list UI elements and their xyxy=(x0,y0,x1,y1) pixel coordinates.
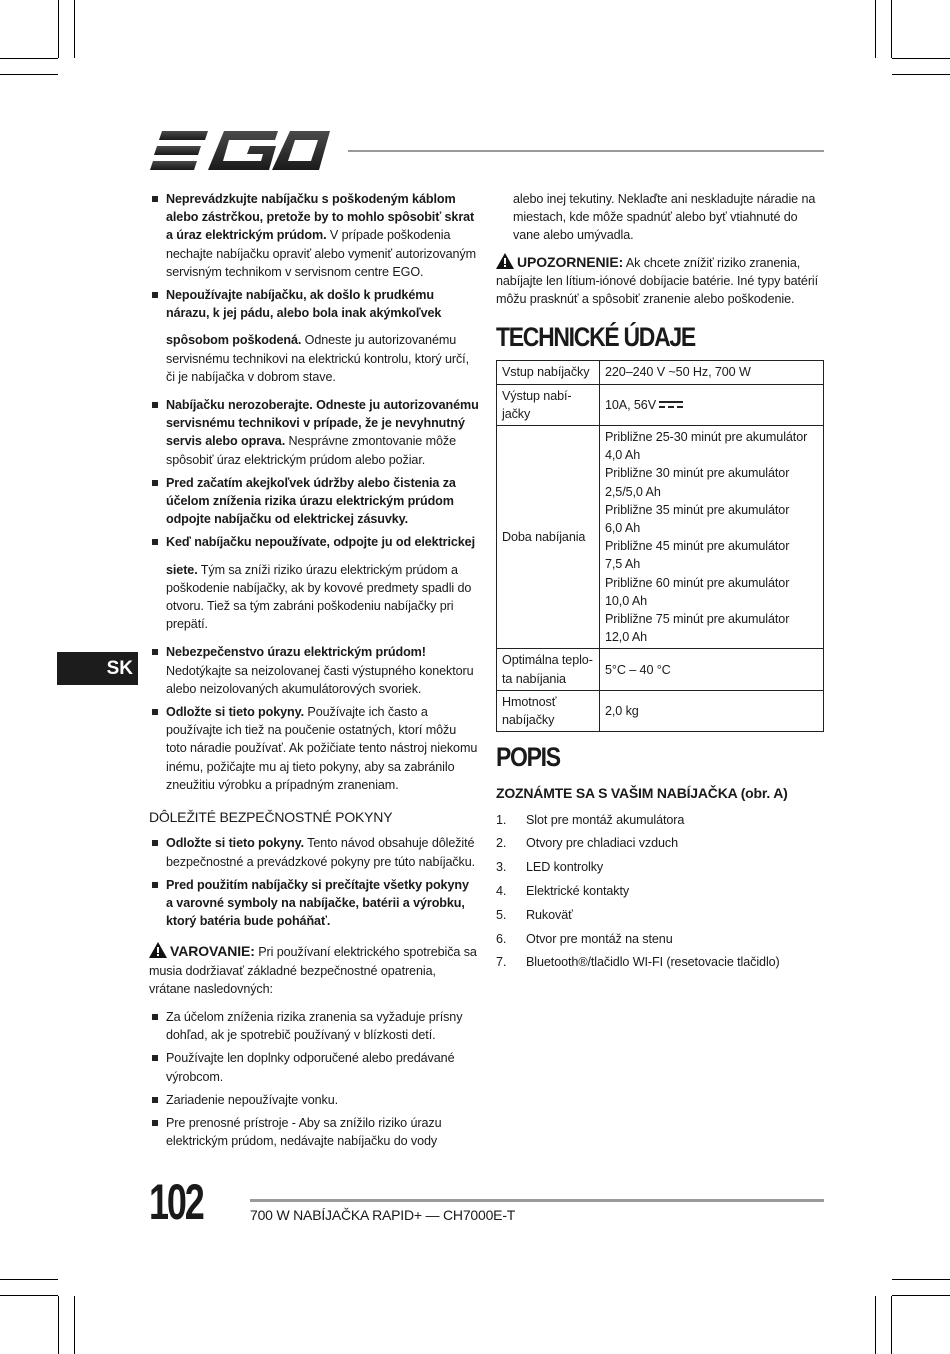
know-your-charger-heading: ZOZNÁMTE SA S VAŠIM NABÍJAČKA (obr. A) xyxy=(496,785,788,802)
warning-triangle-icon xyxy=(496,253,514,269)
description-heading: POPIS xyxy=(496,742,560,773)
important-heading: DÔLEŽITÉ BEZPEČNOSTNÉ POKYNY xyxy=(149,809,393,826)
footer-rule xyxy=(250,1199,824,1202)
important-bullet: Pred použitím nabíjačky si prečítajte všetky pokyny a varovné symboly na nabíjačke, batérii a výrobku, ktorý batéria bude poháňať. xyxy=(149,876,479,931)
crop-mark xyxy=(58,1296,59,1354)
warning-bullet: Pre prenosné prístroje - Aby sa znížilo riziko úrazu elektrickým prúdom, nedávajte nabíjačku do vody xyxy=(149,1114,479,1150)
warning-bullet: Zariadenie nepoužívajte vonku. xyxy=(149,1091,479,1109)
list-item: 5. Rukoväť xyxy=(496,907,573,922)
table-row xyxy=(497,384,824,425)
language-tab: SK xyxy=(57,652,138,685)
crop-mark xyxy=(892,1279,950,1280)
spec-label: Hmotnosť nabíjačky xyxy=(497,690,600,731)
svg-text:EGO: EGO xyxy=(150,129,153,130)
left-column xyxy=(149,190,479,1155)
crop-mark xyxy=(891,1296,892,1354)
spec-value: 5°C – 40 °C xyxy=(600,649,824,690)
crop-mark xyxy=(892,58,950,59)
list-item: 6. Otvor pre montáž na stenu xyxy=(496,931,673,946)
safety-bullet: Nepoužívajte nabíjačku, ak došlo k prudkému nárazu, k jej pádu, alebo bola inak akýmkoľvek xyxy=(149,286,479,322)
bullet-continuation: siete. Tým sa zníži riziko úrazu elektrickým prúdom a poškodenie nabíjačky, ak by kovové predmety spadli do otvoru. Tiež sa tým zabráni poškodeniu nabíjačky pri prepätí. xyxy=(166,562,472,632)
spec-value: 2,0 kg xyxy=(600,690,824,731)
header-rule xyxy=(348,150,824,152)
crop-mark xyxy=(0,1295,58,1296)
table-row xyxy=(497,426,824,649)
warning-bullet: Za účelom zníženia rizika zranenia sa vyžaduje prísny dohľad, ak je spotrebič používaný v blízkosti detí. xyxy=(149,1008,479,1044)
warning-triangle-icon xyxy=(149,942,167,958)
page-number: 102 xyxy=(149,1174,203,1230)
spec-label: Optimálna teplo-ta nabíjania xyxy=(497,649,600,690)
bullet-continuation: alebo inej tekutiny. Neklaďte ani neskladujte náradie na miestach, kde môže spadnúť alebo byť vtiahnuté do vane alebo umývadla. xyxy=(513,192,816,243)
crop-mark xyxy=(0,74,58,75)
footer-title: 700 W NABÍJAČKA RAPID+ — CH7000E-T xyxy=(250,1207,516,1223)
spec-label: Výstup nabí-jačky xyxy=(497,384,600,425)
spec-label: Vstup nabíjačky xyxy=(497,361,600,384)
important-bullet: Odložte si tieto pokyny. Tento návod obsahuje dôležité bezpečnostné a prevádzkové pokyny pre túto nabíjačku. xyxy=(149,834,479,870)
right-column xyxy=(496,190,826,977)
safety-bullet: Odložte si tieto pokyny. Používajte ich často a používajte ich tiež na poučenie ostatných, ktorí môžu toto náradie používať. Ak požičiate tento nástroj niekomu inému, požičajte mu aj tieto pokyny, aby sa zabránilo zneužitiu výrobku a prípadným zraneniam. xyxy=(149,703,479,794)
list-item: 7. Bluetooth®/tlačidlo WI-FI (resetovacie tlačidlo) xyxy=(496,955,780,970)
tech-data-heading: TECHNICKÉ ÚDAJE xyxy=(496,322,695,353)
crop-mark xyxy=(875,1296,876,1354)
warning-paragraph: VAROVANIE: Pri používaní elektrického spotrebiča sa musia dodržiavať základné bezpečnostné opatrenia, vrátane nasledovných: xyxy=(149,943,477,996)
crop-mark xyxy=(58,0,59,58)
warning-bullet: Používajte len doplnky odporučené alebo predávané výrobcom. xyxy=(149,1049,479,1085)
list-item: 1. Slot pre montáž akumulátora xyxy=(496,812,685,827)
safety-bullet: Keď nabíjačku nepoužívate, odpojte ju od elektrickej xyxy=(149,533,479,551)
safety-bullet: Nabíjačku nerozoberajte. Odneste ju autorizovanému servisnému technikovi v prípade, že je nevyhnutný servis alebo oprava. Nesprávne zmontovanie môže spôsobiť úraz elektrickým prúdom alebo požiar. xyxy=(149,396,479,469)
parts-list xyxy=(496,811,826,972)
crop-mark xyxy=(892,74,950,75)
safety-bullet: Nebezpečenstvo úrazu elektrickým prúdom! Nedotýkajte sa neizolovanej časti výstupného konektoru alebo neizolovaných akumulátorových svoriek. xyxy=(149,643,479,698)
dc-symbol-icon xyxy=(659,401,683,409)
spec-label: Doba nabíjania xyxy=(497,426,600,649)
crop-mark xyxy=(74,0,75,58)
safety-bullet: Neprevádzkujte nabíjačku s poškodeným káblom alebo zástrčkou, pretože by to mohlo spôsobiť skrat a úraz elektrickým prúdom. V prípade poškodenia nechajte nabíjačku opraviť alebo vymeniť autorizovaným servisným technikom v servisnom centre EGO. xyxy=(149,190,479,281)
list-item: 3. LED kontrolky xyxy=(496,860,604,875)
table-row xyxy=(497,649,824,690)
caution-paragraph: UPOZORNENIE: Ak chcete znížiť riziko zranenia, nabíjajte len lítium-iónové dobíjacie batérie. Iné typy batérií môžu prasknúť a spôsobiť zranenie alebo poškodenie. xyxy=(496,253,819,307)
spec-table xyxy=(496,360,824,732)
spec-value: 10A, 56V xyxy=(600,384,824,425)
list-item: 2. Otvory pre chladiaci vzduch xyxy=(496,836,678,851)
safety-bullet: Pred začatím akejkoľvek údržby alebo čistenia za účelom zníženia rizika úrazu elektrickým prúdom odpojte nabíjačku od elektrickej zásuvky. xyxy=(149,474,479,529)
bullet-continuation: spôsobom poškodená. Odneste ju autorizovanému servisnému technikovi na elektrickú kontrolu, ktorý určí, či je nabíjačka v dobrom stave. xyxy=(166,333,469,384)
crop-mark xyxy=(0,58,58,59)
crop-mark xyxy=(74,1296,75,1354)
table-row xyxy=(497,690,824,731)
list-item: 4. Elektrické kontakty xyxy=(496,884,630,899)
crop-mark xyxy=(892,1295,950,1296)
crop-mark xyxy=(891,0,892,58)
spec-value: Približne 25-30 minút pre akumulátor 4,0 Ah Približne 30 minút pre akumulátor 2,5/5,0 Ah Približne 35 minút pre akumulátor 6,0 Ah Približne 45 minút pre akumulátor 7,5 Ah Približne 60 minút pre akumulátor 10,0 Ah Približne 75 minút pre akumulátor 12,0 Ah xyxy=(600,426,824,649)
table-row xyxy=(497,361,824,384)
ego-logo xyxy=(150,129,330,173)
crop-mark xyxy=(0,1279,58,1280)
spec-value: 220–240 V ~50 Hz, 700 W xyxy=(600,361,824,384)
crop-mark xyxy=(875,0,876,58)
